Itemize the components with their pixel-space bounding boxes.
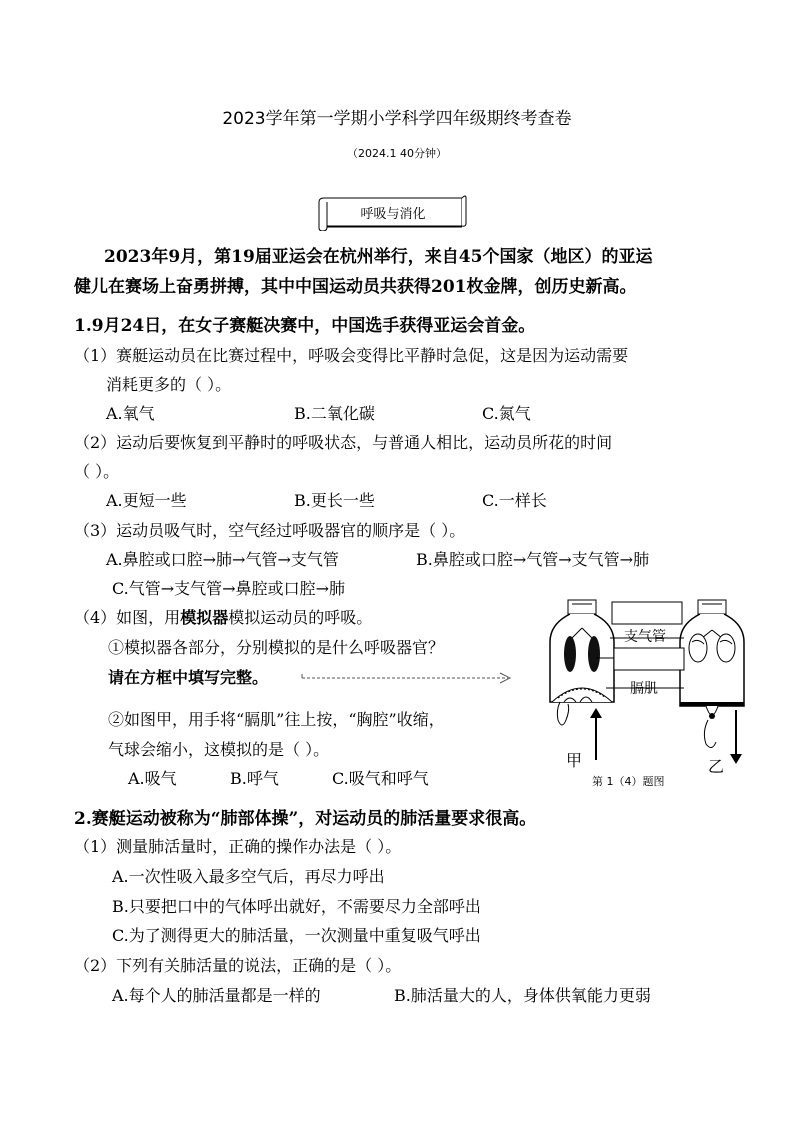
- q2-1-option-a: A.一次性吸入最多空气后，再尽力呼出: [112, 867, 385, 886]
- q2-1-option-c: C.为了测得更大的肺活量，一次测量中重复吸气呼出: [112, 926, 481, 945]
- q2-2-option-b: B.肺活量大的人，身体供氧能力更弱: [394, 986, 651, 1005]
- q1-3-stem: （3）运动员吸气时，空气经过呼吸器官的顺序是（ ）。: [74, 521, 466, 540]
- pointer-arrow-icon: [300, 670, 515, 686]
- q1-4-sub1-line2: 请在方框中填写完整。: [108, 668, 269, 687]
- q1-4-stem-keyword: 模拟器: [180, 608, 229, 627]
- q1-4-option-a: A.吸气: [128, 769, 177, 788]
- page-title: 2023学年第一学期小学科学四年级期终考查卷: [222, 109, 572, 129]
- q1-4-stem-pre: （4）如图，用: [74, 608, 181, 627]
- q1-4-sub2-line2: 气球会缩小，这模拟的是（ ）。: [108, 740, 330, 759]
- q2-heading: 2.赛艇运动被称为“肺部体操”，对运动员的肺活量要求很高。: [74, 809, 537, 829]
- q1-1-stem-line2: 消耗更多的（ ）。: [106, 375, 232, 394]
- q1-4-sub1-line1: ①模拟器各部分，分别模拟的是什么呼吸器官？: [108, 638, 445, 657]
- q1-3-option-c: C.气管→支气管→鼻腔或口腔→肺: [112, 579, 345, 598]
- q2-1-option-b: B.只要把口中的气体呼出就好，不需要尽力全部呼出: [112, 897, 481, 916]
- q1-4-option-b: B.呼气: [230, 769, 279, 788]
- intro-line-2: 健儿在赛场上奋勇拼搏，其中中国运动员共获得201枚金牌，创历史新高。: [74, 277, 637, 297]
- figure-caption: 第 1（4）题图: [592, 775, 665, 788]
- q1-2-stem-line1: （2）运动后要恢复到平静时的呼吸状态，与普通人相比，运动员所花的时间: [74, 433, 613, 452]
- q1-2-option-b: B.更长一些: [294, 491, 375, 510]
- q2-1-stem: （1）测量肺活量时，正确的操作办法是（ ）。: [74, 837, 402, 856]
- q1-1-option-a: A.氧气: [106, 404, 155, 423]
- q1-1-option-b: B.二氧化碳: [294, 404, 375, 423]
- q1-4-stem: [74, 605, 372, 628]
- intro-line-1: 2023年9月，第19届亚运会在杭州举行，来自45个国家（地区）的亚运: [104, 247, 653, 267]
- q1-3-option-a: A.鼻腔或口腔→肺→气管→支气管: [106, 550, 339, 569]
- q1-1-stem-line1: （1）赛艇运动员在比赛过程中，呼吸会变得比平静时急促，这是因为运动需要: [74, 346, 629, 365]
- q1-2-option-c: C.一样长: [482, 491, 547, 510]
- q1-heading: 1.9月24日，在女子赛艇决赛中，中国选手获得亚运会首金。: [74, 316, 536, 336]
- q2-2-stem: （2）下列有关肺活量的说法，正确的是（ ）。: [74, 956, 402, 975]
- breathing-simulator-figure: [540, 598, 750, 798]
- q1-4-option-c: C.吸气和呼气: [332, 769, 429, 788]
- q1-4-stem-post: 模拟运动员的呼吸。: [228, 608, 373, 627]
- label-bronchi: 支气管: [624, 629, 666, 645]
- q1-2-option-a: A.更短一些: [106, 491, 187, 510]
- q1-1-option-c: C.氮气: [482, 404, 531, 423]
- q1-3-option-b: B.鼻腔或口腔→气管→支气管→肺: [416, 550, 650, 569]
- section-title: 呼吸与消化: [360, 207, 426, 222]
- q1-2-stem-line2: （ ）。: [74, 462, 120, 481]
- label-yi: 乙: [708, 757, 725, 776]
- section-banner: [318, 193, 468, 231]
- q2-2-option-a: A.每个人的肺活量都是一样的: [112, 986, 321, 1005]
- label-jia: 甲: [566, 751, 583, 770]
- q1-4-sub2-line1: ②如图甲，用手将“膈肌”往上按，“胸腔”收缩，: [108, 710, 445, 729]
- exam-info: （2024.1 40分钟）: [347, 147, 447, 160]
- label-diaphragm: 膈肌: [630, 681, 658, 697]
